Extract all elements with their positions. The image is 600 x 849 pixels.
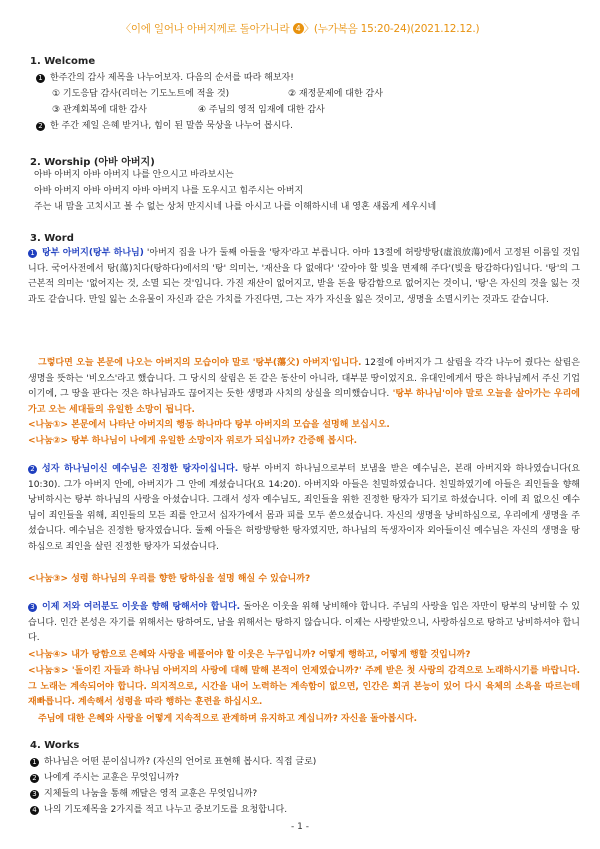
bullet-blue-3-icon: 3: [28, 603, 37, 612]
title-number-badge: 4: [293, 23, 304, 34]
welcome-item-1: ① 기도응답 감사(리더는 기도노트에 적을 것): [52, 89, 230, 99]
works-bullet-4-icon: 4: [30, 806, 39, 815]
works-heading: 4. Works: [30, 740, 80, 751]
welcome-item-2: ② 재정문제에 대한 감사: [288, 89, 383, 99]
share-question-5-end: 주님에 대한 은혜와 사랑을 어떻게 지속적으로 관계하며 유지하고 계십니까? 자신을 돌아봅시다.: [38, 714, 418, 724]
word-p2-emphasis: 그렇다면 오늘 본문에 나오는 아버지의 모습이야 말로 '탕부(蕩父) 아버지'입니다.: [38, 358, 362, 368]
welcome-item-3: ③ 관계회복에 대한 감사: [52, 105, 147, 115]
share-question-2: <나눔②> 탕부 하나님이 나에게 유일한 소망이자 위로가 되십니까? 간증해 봅시다.: [28, 436, 358, 446]
share-question-1: <나눔①> 본문에서 나타난 아버지의 행동 하나마다 탕부 아버지의 모습을 설명해 보십시오.: [28, 420, 390, 430]
word-paragraph-3: [28, 462, 580, 556]
works-item-2: 2 나에게 주시는 교훈은 무엇입니까?: [30, 771, 580, 785]
word-p1-body: '아버지 집을 나가 둘째 아들을 '탕자'라고 부릅니다. 아마 13절에 허랑방탕(虛浪放蕩)에서 고정된 이름일 것입니다. 국어사전에서 탕(蕩)치다(탕하다)에서의 '탕' 의미는, '재산을 다 없애다' '갚아야 할 빚을 면제해 주다'(빚을 탕감하다)입니다. '탕'의 그 근본적 의미는 '없어지는 것, 소멸 되는 것'입니다. 가진 재산이 없어지고, 받을 돈을 탕감함으로 없어지는 것이니, '탕'은 자신의 것을 잃는 것과도 같습니다. 만일 잃는 소유물이 자신과 같은 가치를 가진다면, 그는 자가 자신을 잃은 것이고, 생명을 소멸시키는 것과도 같습니다.: [28, 248, 580, 305]
share-question-5: <나눔⑤> '돌이킨 자들과 하나님 아버지의 사랑에 대해 말해 본적이 언제였습니까?' 주께 받은 첫 사랑의 감격으로 노래하시기를 바랍니다. 그 노래는 계속되어야 합니다. 의지적으로, 시간을 내어 노력하는 계속함이 없으면, 인간은 회귀 본능이 있어 다시 육체의 소욕을 따르는데 재빠릅니다. 계속해서 성령을 따라 행하는 훈련을 하십시오.: [28, 666, 580, 708]
welcome-bullet-1: 1 한주간의 감사 제목을 나누어보자. 다음의 순서를 따라 해보자!: [36, 71, 580, 85]
word-p2-emphasis-2: '탕부 하나님'이야 말로 오늘을 살아가는 우리에 가고 오는 세대들의 유일한 소망이 됩니다.: [28, 389, 580, 415]
welcome-heading: 1. Welcome: [30, 56, 96, 67]
works-item-1: 1 하나님은 어떤 분이십니까? (자신의 언어로 표현해 봅시다. 직접 글로): [30, 755, 580, 769]
welcome-sub-row-2: [52, 103, 580, 117]
works-bullet-2-icon: 2: [30, 774, 39, 783]
works-item-3: 3 지체들의 나눔을 통해 깨달은 영적 교훈은 무엇입니까?: [30, 787, 580, 801]
word-paragraph-1: [28, 246, 580, 308]
welcome-sub-row-1: [52, 87, 580, 101]
bullet-blue-1-icon: 1: [28, 249, 37, 258]
word-p4-head: 이제 저와 여러분도 이웃을 향해 탕해서야 합니다.: [42, 602, 241, 612]
word-p3-head: 성자 하나님이신 예수님은 진정한 탕자이십니다.: [42, 464, 239, 474]
bullet-1-icon: 1: [36, 74, 45, 83]
worship-line-2: 아바 아버지 아바 아버지 아바 아버지 나를 도우시고 힘주시는 아버지: [34, 186, 304, 196]
word-paragraph-4: [28, 600, 580, 647]
title-suffix: 〉(누가복음 15:20-24)(2021.12.12.): [303, 23, 480, 35]
worship-line-1: 아바 아버지 아바 아버지 나를 안으시고 바라보시는: [34, 170, 234, 180]
works-item-4: 4 나의 기도제목을 2가지를 적고 나누고 중보기도를 요청합니다.: [30, 803, 580, 817]
word-p3-body: 탕부 아버지 하나님으로부터 보냄을 받은 예수님은, 본래 아버지와 하나였습니다(요 10:30). 그가 아버지 안에, 아버지가 그 안에 계셨습니다(요 14:20). 아버지와 아들은 친밀하였습니다. 친밀하였기에 아들은 죄인들을 향해 낭비하시는 탕부 하나님의 사랑을 아셨습니다. 그래서 성자 예수님도, 죄인들을 위한 진정한 탕자가 되기로 하셨습니다. 이에 죄 없으신 예수님이 죄인들을 위해, 죄인들의 모든 죄를 안고서 십자가에서 몸과 피를 모두 쏟으셨습니다. 자신의 생명을 낭비하심으로, 우리에게 생명을 주셨습니다. 예수님은 진정한 탕자였습니다. 둘째 아들은 허랑방탕한 탕자였지만, 하나님의 독생자이자 외아들이신 예수님은 자신의 생명을 탕하심으로 죄인을 살린 진정한 탕자가 되셨습니다.: [28, 464, 580, 552]
works-bullet-3-icon: 3: [30, 790, 39, 799]
word-p4-body: 돌아온 이웃을 위해 낭비해야 합니다. 주님의 사랑을 입은 자만이 탕부의 낭비할 수 있습니다. 인간 본성은 자기를 위해서는 탕하여도, 남을 위해서는 탕하지 않습니다. 이제는 사랑받았으니, 사랑하심으로 탕하고 낭비하셔야 합니다.: [28, 602, 580, 644]
word-paragraph-2: [28, 356, 580, 418]
word-p2-body: 12절에 아버지가 그 살림을 각각 나누어 줬다는 살림은 생명을 뜻하는 '비오스'라고 했습니다. 그 당시의 살림은 돈 같은 동산이 아니라, 대부분 땅이었지요. 유대인에게서 땅은 하나님께서 주신 기업이기에, 그 땅을 판다는 것은 하나님과도 끊어지는 듯한 생명과 사치의 상실을 의미했습니다.: [28, 358, 581, 400]
title-prefix: 〈이에 일어나 아버지께로 돌아가니라: [120, 23, 293, 35]
worship-heading: 2. Worship (아바 아버지): [30, 157, 155, 168]
page-number: - 1 -: [291, 822, 309, 832]
works-bullet-1-icon: 1: [30, 758, 39, 767]
worship-line-3: 주는 내 맘을 고치시고 볼 수 없는 상처 만지시네 나를 아시고 나를 이해하시네 내 영혼 새롭게 세우시네: [34, 202, 437, 212]
word-p1-head: 탕부 아버지(탕부 하나님): [42, 248, 144, 258]
bullet-2-icon: 2: [36, 122, 45, 131]
welcome-bullet-2: 2 한 주간 제일 은혜 받거나, 힘이 된 말씀 묵상을 나누어 봅시다.: [36, 119, 580, 133]
word-heading: 3. Word: [30, 233, 74, 244]
share-question-4: <나눔④> 내가 탕함으로 은혜와 사랑을 베풀어야 할 이웃은 누구입니까? 어떻게 행하고, 어떻게 행할 것입니까?: [28, 650, 471, 660]
welcome-item-4: ④ 주님의 영적 임재에 대한 감사: [198, 105, 325, 115]
page-title: [0, 21, 600, 36]
share-question-3: <나눔③> 성령 하나님의 우리를 향한 탕하심을 설명 해실 수 있습니까?: [28, 574, 311, 584]
bullet-blue-2-icon: 2: [28, 465, 37, 474]
